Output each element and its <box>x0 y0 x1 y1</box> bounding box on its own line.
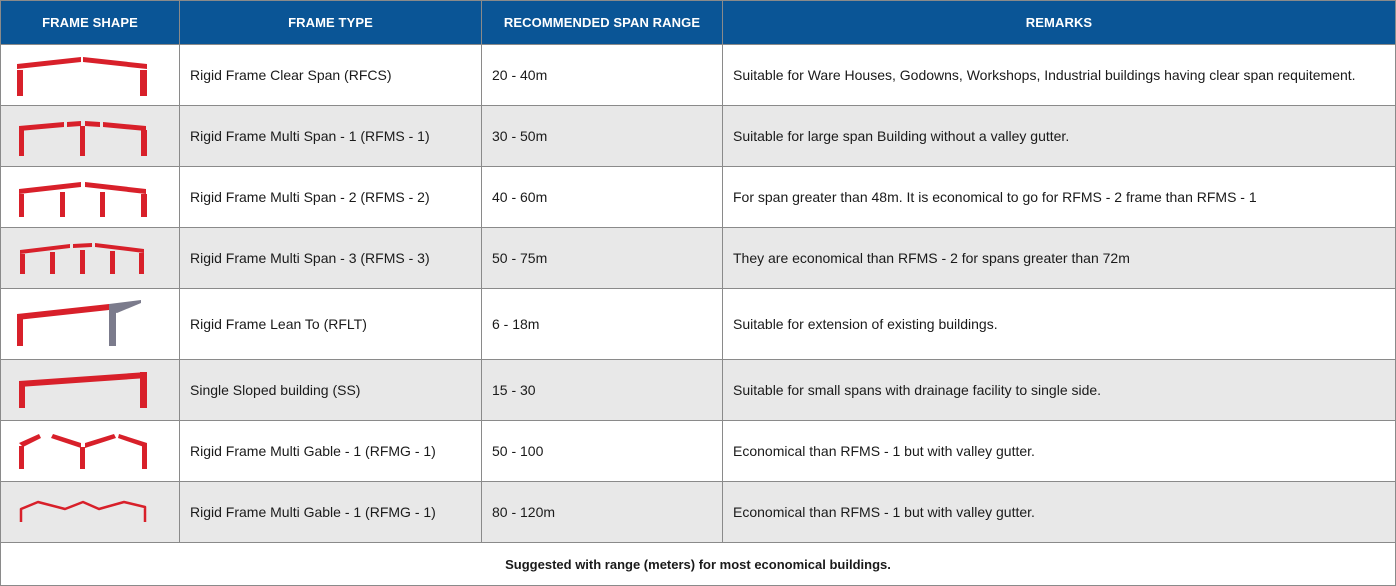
remarks-cell: Suitable for large span Building without a valley gutter. <box>723 106 1396 167</box>
remarks-cell: Suitable for extension of existing buildings. <box>723 289 1396 360</box>
footer-row <box>1 543 1396 586</box>
frame-type-cell: Rigid Frame Multi Span - 1 (RFMS - 1) <box>180 106 482 167</box>
span-range-cell: 6 - 18m <box>482 289 723 360</box>
remarks-cell: Economical than RFMS - 1 but with valley gutter. <box>723 421 1396 482</box>
header-remarks: REMARKS <box>723 1 1396 45</box>
span-range-cell: 15 - 30 <box>482 360 723 421</box>
remarks-cell: Economical than RFMS - 1 but with valley gutter. <box>723 482 1396 543</box>
table-row <box>1 421 1396 482</box>
rigid-multi-gable-light-icon <box>1 482 178 542</box>
frame-shape-cell <box>1 228 180 289</box>
frame-shape-cell <box>1 167 180 228</box>
table-row <box>1 228 1396 289</box>
span-range-cell: 40 - 60m <box>482 167 723 228</box>
frame-type-cell: Single Sloped building (SS) <box>180 360 482 421</box>
frame-shape-cell <box>1 482 180 543</box>
frame-type-cell: Rigid Frame Multi Gable - 1 (RFMG - 1) <box>180 421 482 482</box>
table-row <box>1 482 1396 543</box>
table-row <box>1 289 1396 360</box>
table-row <box>1 360 1396 421</box>
header-frame-type: FRAME TYPE <box>180 1 482 45</box>
rigid-multi-span-3-icon <box>1 228 178 288</box>
span-range-cell: 30 - 50m <box>482 106 723 167</box>
rigid-multi-gable-icon <box>1 421 178 481</box>
remarks-cell: They are economical than RFMS - 2 for spans greater than 72m <box>723 228 1396 289</box>
frame-shape-cell <box>1 421 180 482</box>
frame-type-cell: Rigid Frame Multi Gable - 1 (RFMG - 1) <box>180 482 482 543</box>
frame-type-cell: Rigid Frame Multi Span - 2 (RFMS - 2) <box>180 167 482 228</box>
rigid-lean-to-icon <box>1 289 178 359</box>
remarks-cell: For span greater than 48m. It is economical to go for RFMS - 2 frame than RFMS - 1 <box>723 167 1396 228</box>
span-range-cell: 50 - 100 <box>482 421 723 482</box>
span-range-cell: 80 - 120m <box>482 482 723 543</box>
footer-note: Suggested with range (meters) for most economical buildings. <box>1 543 1396 586</box>
rigid-multi-span-2-icon <box>1 167 178 227</box>
frame-type-cell: Rigid Frame Lean To (RFLT) <box>180 289 482 360</box>
span-range-cell: 50 - 75m <box>482 228 723 289</box>
header-frame-shape: FRAME SHAPE <box>1 1 180 45</box>
rigid-multi-span-1-icon <box>1 106 178 166</box>
header-row <box>1 1 1396 45</box>
single-sloped-icon <box>1 360 178 420</box>
header-span-range: RECOMMENDED SPAN RANGE <box>482 1 723 45</box>
remarks-cell: Suitable for small spans with drainage facility to single side. <box>723 360 1396 421</box>
frame-type-cell: Rigid Frame Clear Span (RFCS) <box>180 45 482 106</box>
frame-shape-cell <box>1 106 180 167</box>
table-row <box>1 45 1396 106</box>
frame-shape-cell <box>1 45 180 106</box>
rigid-clear-span-icon <box>1 45 178 105</box>
table-row <box>1 106 1396 167</box>
table-row <box>1 167 1396 228</box>
frame-shape-cell <box>1 360 180 421</box>
remarks-cell: Suitable for Ware Houses, Godowns, Workshops, Industrial buildings having clear span requitement. <box>723 45 1396 106</box>
frame-type-cell: Rigid Frame Multi Span - 3 (RFMS - 3) <box>180 228 482 289</box>
span-range-cell: 20 - 40m <box>482 45 723 106</box>
frame-shape-cell <box>1 289 180 360</box>
